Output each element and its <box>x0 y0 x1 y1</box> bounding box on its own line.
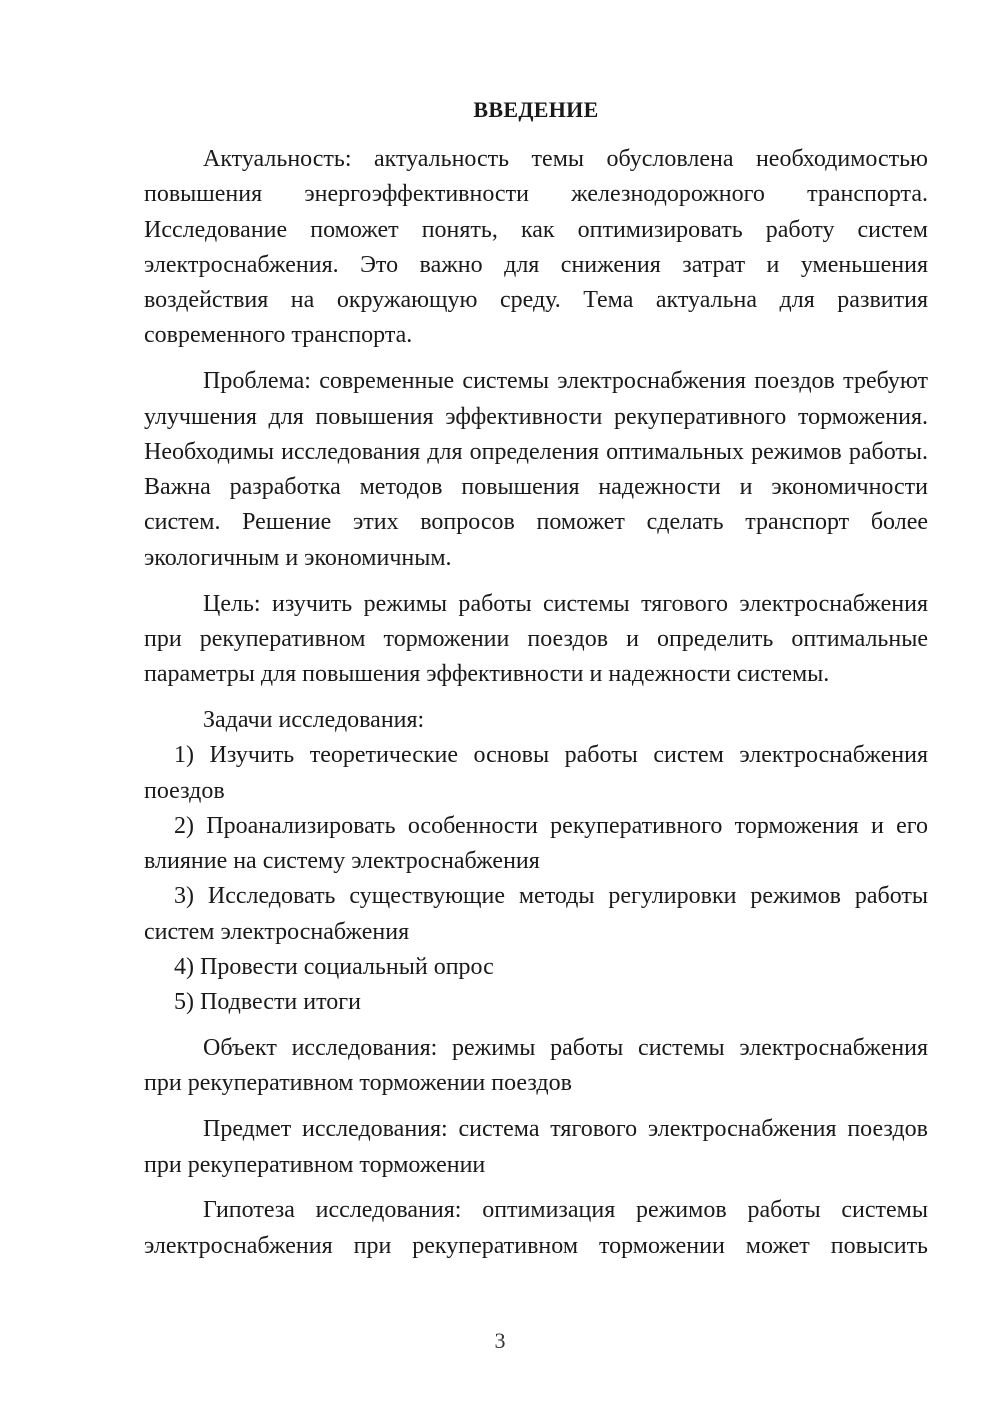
page-number: 3 <box>494 1328 506 1353</box>
document-body <box>144 142 928 1264</box>
paragraph-problem: Проблема: современные системы электроснабжения поездов требуют улучшения для повышения эффективности рекуперативного торможения. Необходимы исследования для определения оптимальных режимов работы. Важна разработка методов повышения надежности и экономичности систем. Решение этих вопросов поможет сделать транспорт более экологичным и экономичным. <box>144 368 928 571</box>
paragraph-object: Объект исследования: режимы работы системы электроснабжения при рекуперативном торможении поездов <box>144 1035 928 1097</box>
task-item-3: 3) Исследовать существующие методы регулировки режимов работы систем электроснабжения <box>144 883 928 945</box>
task-item-2: 2) Проанализировать особенности рекуперативного торможения и его влияние на систему электроснабжения <box>144 812 928 875</box>
section-title: ВВЕДЕНИЕ <box>473 97 599 122</box>
paragraph-subject: Предмет исследования: система тягового электроснабжения поездов при рекуперативном торможении <box>144 1116 928 1178</box>
paragraph-tasks-heading: Задачи исследования: <box>203 706 425 733</box>
task-item-1: 1) Изучить теоретические основы работы систем электроснабжения поездов <box>144 742 928 804</box>
paragraph-relevance: Актуальность: актуальность темы обусловлена необходимостью повышения энергоэффективности железнодорожного транспорта. Исследование поможет понять, как оптимизировать работу систем электроснабжения. Это важно для снижения затрат и уменьшения воздействия на окружающую среду. Тема актуальна для развития современного транспорта. <box>144 146 928 349</box>
task-item-4: 4) Провести социальный опрос <box>174 954 494 981</box>
paragraph-goal: Цель: изучить режимы работы системы тягового электроснабжения при рекуперативном торможении поездов и определить оптимальные параметры для повышения эффективности и надежности системы. <box>144 590 928 688</box>
paragraph-hypothesis: Гипотеза исследования: оптимизация режимов работы системы электроснабжения при рекуперативном торможении может повысить <box>144 1197 928 1259</box>
task-item-5: 5) Подвести итоги <box>174 989 361 1016</box>
